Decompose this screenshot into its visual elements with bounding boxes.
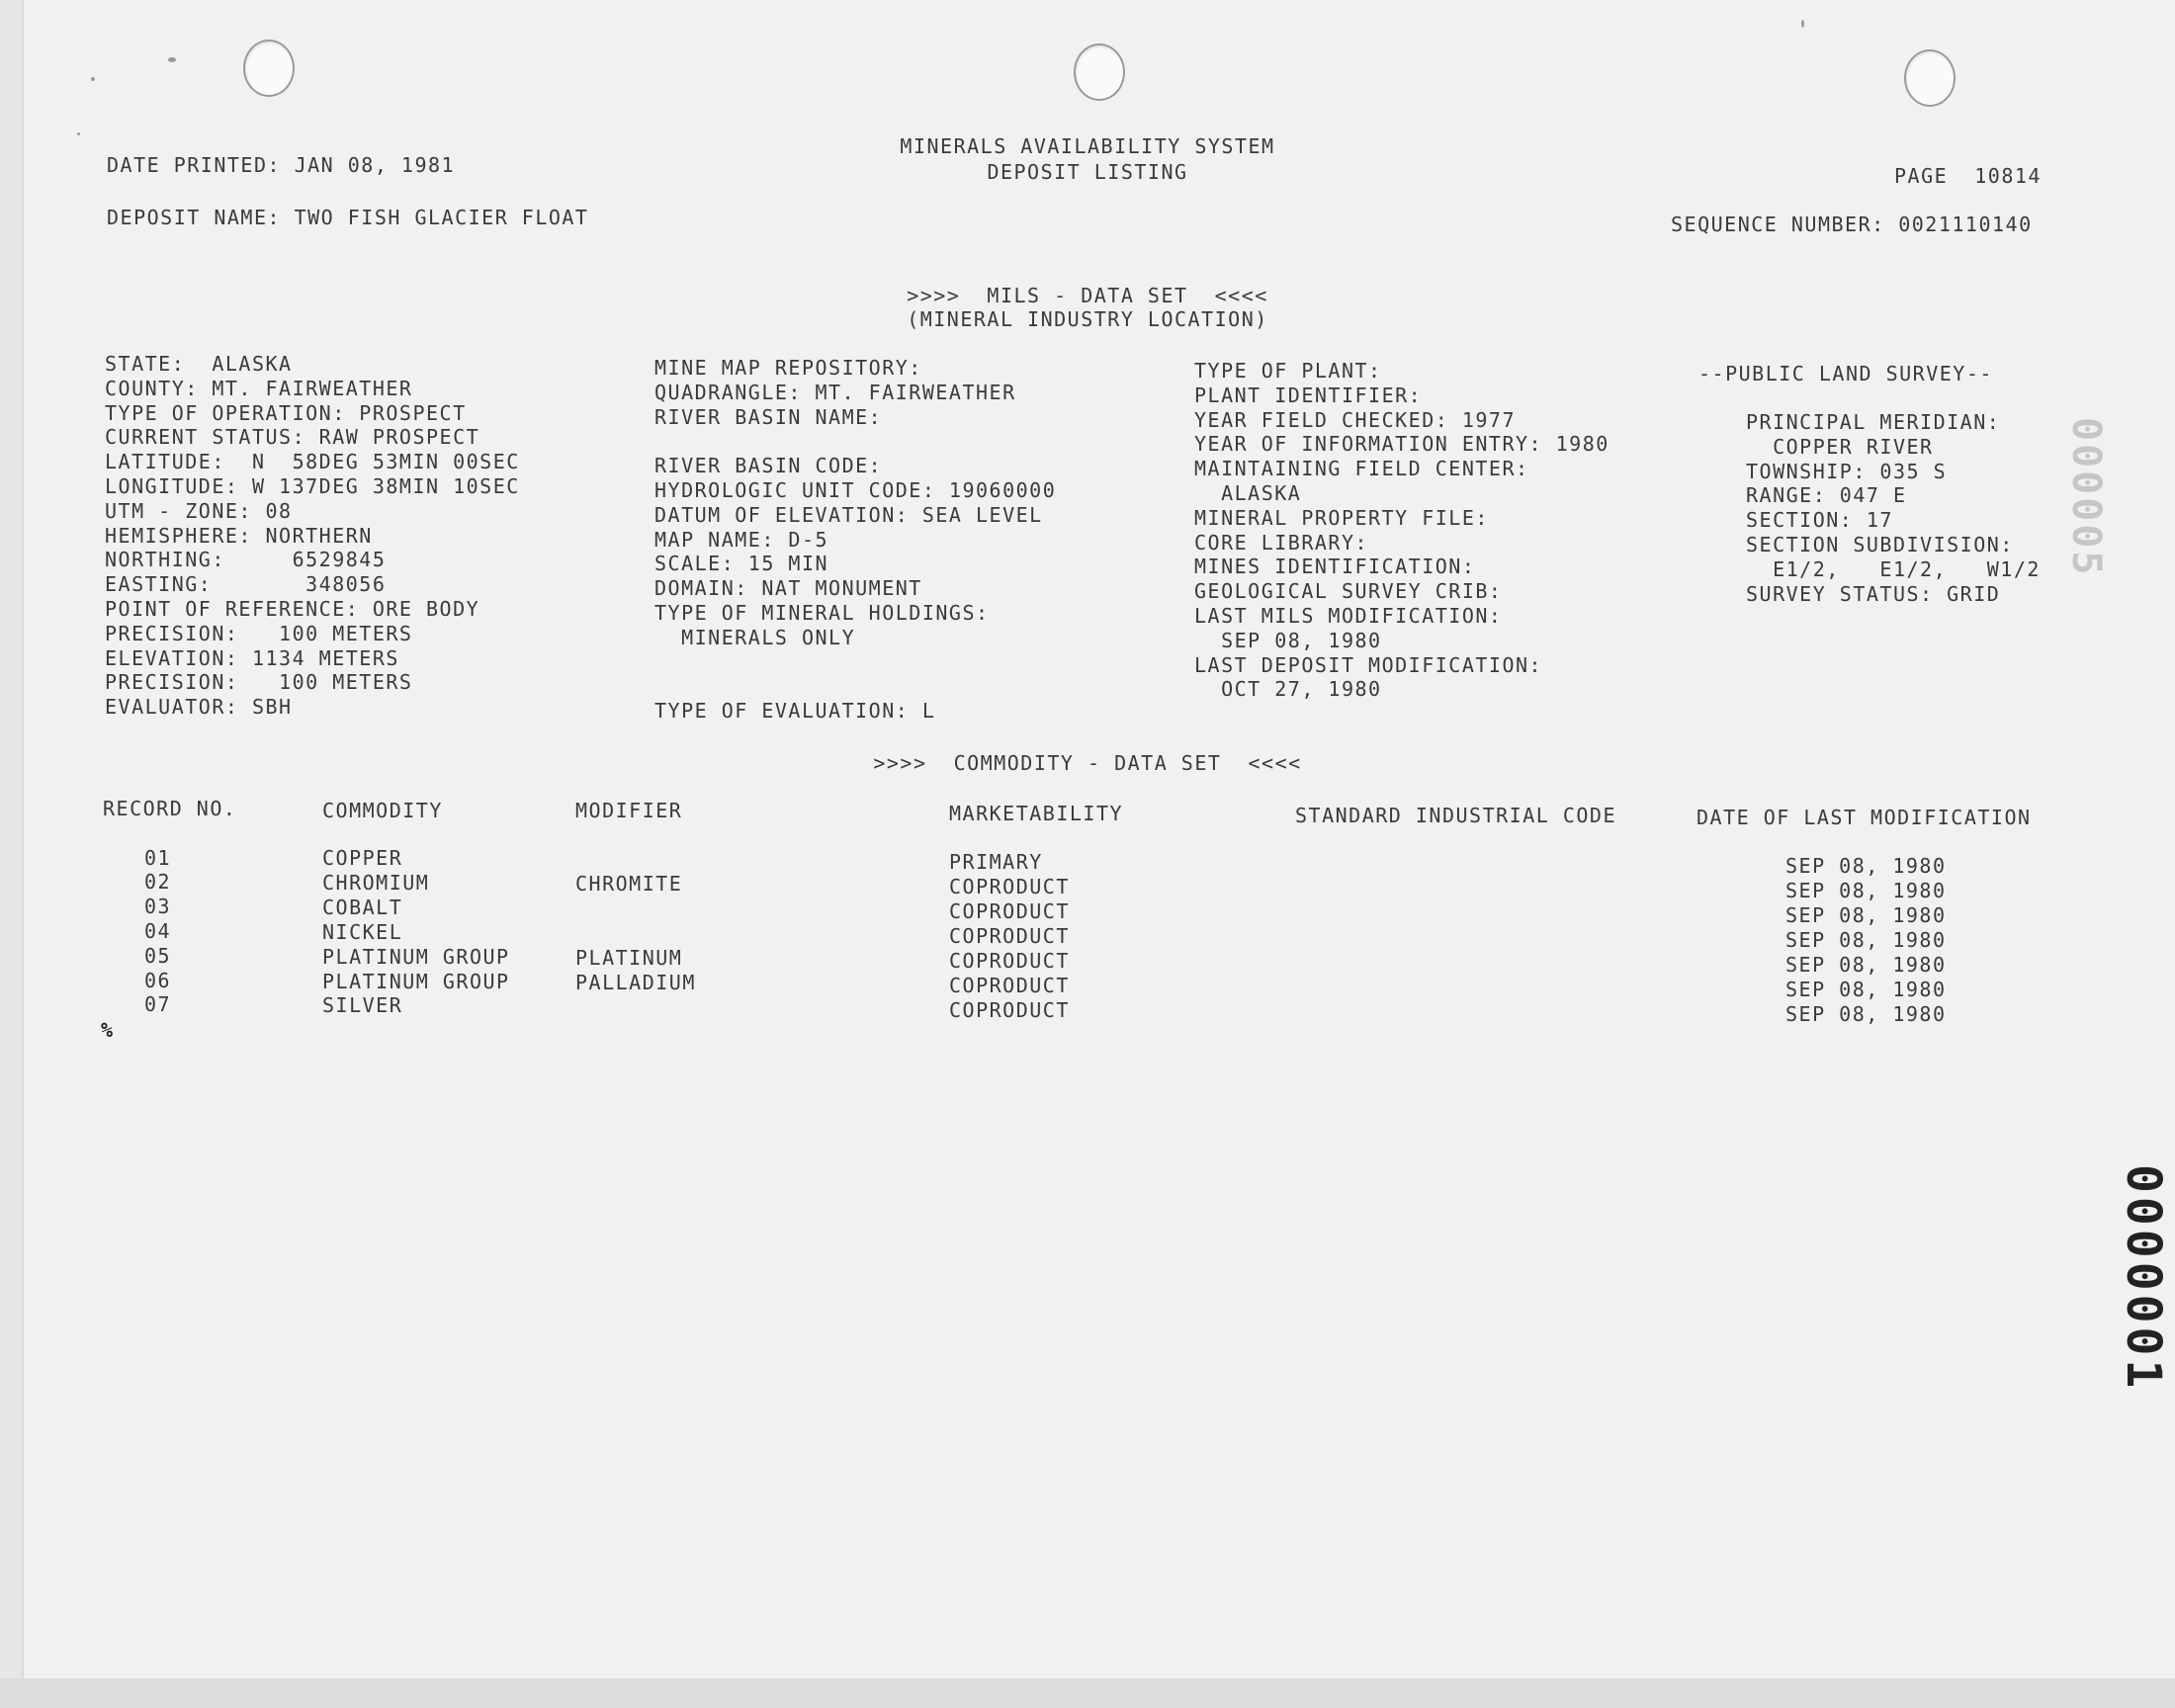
commodity-title: >>>> COMMODITY - DATA SET <<<< [873, 751, 1302, 775]
cell-record: 04 [144, 919, 172, 943]
mils-column-map [654, 356, 1056, 724]
mils-field: MAINTAINING FIELD CENTER: [1194, 457, 1529, 481]
mils-field: QUADRANGLE: MT. FAIRWEATHER [654, 380, 1016, 404]
cell-date: SEP 08, 1980 [1785, 953, 1947, 977]
col-header-commodity: COMMODITY [322, 799, 443, 822]
cell-record: 03 [144, 895, 172, 918]
cell-record: 02 [144, 870, 172, 894]
system-title: MINERALS AVAILABILITY SYSTEM [900, 134, 1275, 158]
mils-field: NORTHING: 6529845 [105, 548, 387, 572]
mils-field: MINE MAP REPOSITORY: [654, 356, 922, 380]
page-number: PAGE 10814 [1894, 164, 2042, 188]
side-stamp-number: 0000001 [2116, 1164, 2171, 1393]
mils-field: LAST MILS MODIFICATION: [1194, 603, 1503, 628]
mils-field: E1/2, E1/2, W1/2 [1746, 556, 2041, 581]
mils-field: TYPE OF OPERATION: PROSPECT [105, 400, 467, 425]
cell-record: 07 [144, 992, 172, 1016]
mils-field: DOMAIN: NAT MONUMENT [654, 576, 922, 601]
cell-marketability: COPRODUCT [949, 949, 1070, 973]
cell-marketability: COPRODUCT [949, 875, 1070, 898]
cell-marketability: COPRODUCT [949, 924, 1070, 948]
mils-field [654, 429, 1056, 454]
faint-side-stamp-number: 000005 [2063, 417, 2109, 578]
mils-field: YEAR OF INFORMATION ENTRY: 1980 [1194, 432, 1610, 457]
scan-speck [77, 132, 80, 135]
mils-field: TYPE OF MINERAL HOLDINGS: [654, 600, 990, 625]
mils-field: YEAR FIELD CHECKED: 1977 [1194, 407, 1516, 432]
cell-commodity: COPPER [322, 846, 403, 870]
mils-field: CORE LIBRARY: [1194, 530, 1369, 555]
col-header-modifier: MODIFIER [575, 799, 683, 822]
punch-hole-left [243, 40, 295, 97]
scan-speck [168, 57, 176, 62]
cell-record: 01 [144, 846, 172, 870]
mils-title: >>>> MILS - DATA SET <<<< [907, 284, 1268, 307]
cell-date: SEP 08, 1980 [1785, 903, 1947, 927]
cell-modifier: CHROMITE [575, 872, 683, 896]
scan-speck [91, 77, 95, 81]
cell-date: SEP 08, 1980 [1785, 1002, 1947, 1026]
mils-field: RIVER BASIN CODE: [654, 454, 883, 478]
mils-column-land-survey [1746, 410, 2041, 606]
cell-commodity: SILVER [322, 993, 403, 1017]
mils-field: SEP 08, 1980 [1194, 628, 1382, 652]
cell-marketability: PRIMARY [949, 850, 1043, 874]
cell-date: SEP 08, 1980 [1785, 879, 1947, 902]
mils-field: DATUM OF ELEVATION: SEA LEVEL [654, 502, 1043, 527]
cell-commodity: COBALT [322, 896, 403, 919]
mils-field: EVALUATOR: SBH [105, 695, 293, 720]
mils-field: PLANT IDENTIFIER: [1194, 383, 1423, 407]
cell-commodity: PLATINUM GROUP [322, 945, 510, 969]
mils-field: LATITUDE: N 58DEG 53MIN 00SEC [105, 450, 520, 474]
mils-field: SECTION: 17 [1746, 508, 1893, 533]
public-land-survey-title: --PUBLIC LAND SURVEY-- [1698, 362, 1993, 385]
col-header-date: DATE OF LAST MODIFICATION [1696, 806, 2032, 829]
cell-commodity: CHROMIUM [322, 871, 430, 895]
mils-subtitle: (MINERAL INDUSTRY LOCATION) [907, 307, 1268, 331]
mils-column-location [105, 352, 520, 720]
mils-field: ALASKA [1194, 480, 1302, 505]
scan-speck [1801, 20, 1804, 28]
mils-field: GEOLOGICAL SURVEY CRIB: [1194, 579, 1503, 604]
mils-field: POINT OF REFERENCE: ORE BODY [105, 596, 480, 621]
deposit-name: DEPOSIT NAME: TWO FISH GLACIER FLOAT [107, 206, 589, 229]
cell-marketability: COPRODUCT [949, 974, 1070, 997]
mils-field: HEMISPHERE: NORTHERN [105, 523, 373, 548]
mils-field: MAP NAME: D-5 [654, 527, 829, 552]
mils-field [654, 674, 1056, 699]
mils-field: TYPE OF EVALUATION: L [654, 699, 936, 724]
cell-commodity: PLATINUM GROUP [322, 970, 510, 993]
cell-date: SEP 08, 1980 [1785, 978, 1947, 1001]
mils-field: TOWNSHIP: 035 S [1746, 459, 1948, 483]
mils-field: ELEVATION: 1134 METERS [105, 645, 399, 670]
mils-field: SURVEY STATUS: GRID [1746, 581, 2001, 606]
cell-record: 06 [144, 969, 172, 992]
mils-field: MINERAL PROPERTY FILE: [1194, 505, 1489, 530]
mils-field: OCT 27, 1980 [1194, 677, 1382, 702]
document-page [22, 0, 2175, 1678]
mils-field: LONGITUDE: W 137DEG 38MIN 10SEC [105, 473, 520, 498]
cell-date: SEP 08, 1980 [1785, 928, 1947, 952]
mils-field: RIVER BASIN NAME: [654, 404, 883, 429]
end-of-listing-mark: % [101, 1018, 115, 1042]
mils-field: STATE: ALASKA [105, 352, 293, 376]
scan-bottom-edge [0, 1678, 2175, 1708]
mils-field: LAST DEPOSIT MODIFICATION: [1194, 652, 1543, 677]
mils-field: COUNTY: MT. FAIRWEATHER [105, 376, 413, 400]
mils-field: TYPE OF PLANT: [1194, 359, 1382, 383]
cell-date: SEP 08, 1980 [1785, 854, 1947, 878]
mils-field [654, 650, 1056, 675]
col-header-record: RECORD NO. [103, 797, 237, 820]
col-header-marketability: MARKETABILITY [949, 802, 1124, 825]
mils-field: PRECISION: 100 METERS [105, 670, 413, 695]
mils-field: PRECISION: 100 METERS [105, 621, 413, 645]
cell-marketability: COPRODUCT [949, 899, 1070, 923]
punch-hole-center [1074, 43, 1125, 101]
col-header-sic: STANDARD INDUSTRIAL CODE [1295, 804, 1616, 827]
mils-field: SECTION SUBDIVISION: [1746, 532, 2014, 556]
mils-field: PRINCIPAL MERIDIAN: [1746, 410, 2001, 434]
listing-title: DEPOSIT LISTING [987, 160, 1188, 184]
mils-field: COPPER RIVER [1746, 434, 1934, 459]
mils-field: HYDROLOGIC UNIT CODE: 19060000 [654, 477, 1057, 502]
mils-column-plant [1194, 359, 1610, 702]
mils-field: CURRENT STATUS: RAW PROSPECT [105, 425, 480, 450]
punch-hole-right [1904, 49, 1956, 107]
mils-field: EASTING: 348056 [105, 572, 387, 597]
cell-commodity: NICKEL [322, 920, 403, 944]
mils-field: SCALE: 15 MIN [654, 552, 829, 576]
mils-field: UTM - ZONE: 08 [105, 498, 293, 523]
date-printed: DATE PRINTED: JAN 08, 1981 [107, 153, 456, 177]
cell-modifier: PLATINUM [575, 946, 683, 970]
cell-record: 05 [144, 944, 172, 968]
mils-field: MINERALS ONLY [654, 625, 856, 649]
mils-field: MINES IDENTIFICATION: [1194, 555, 1476, 579]
cell-modifier: PALLADIUM [575, 971, 696, 994]
mils-field: RANGE: 047 E [1746, 483, 1907, 508]
cell-marketability: COPRODUCT [949, 998, 1070, 1022]
sequence-number: SEQUENCE NUMBER: 0021110140 [1671, 213, 2033, 236]
